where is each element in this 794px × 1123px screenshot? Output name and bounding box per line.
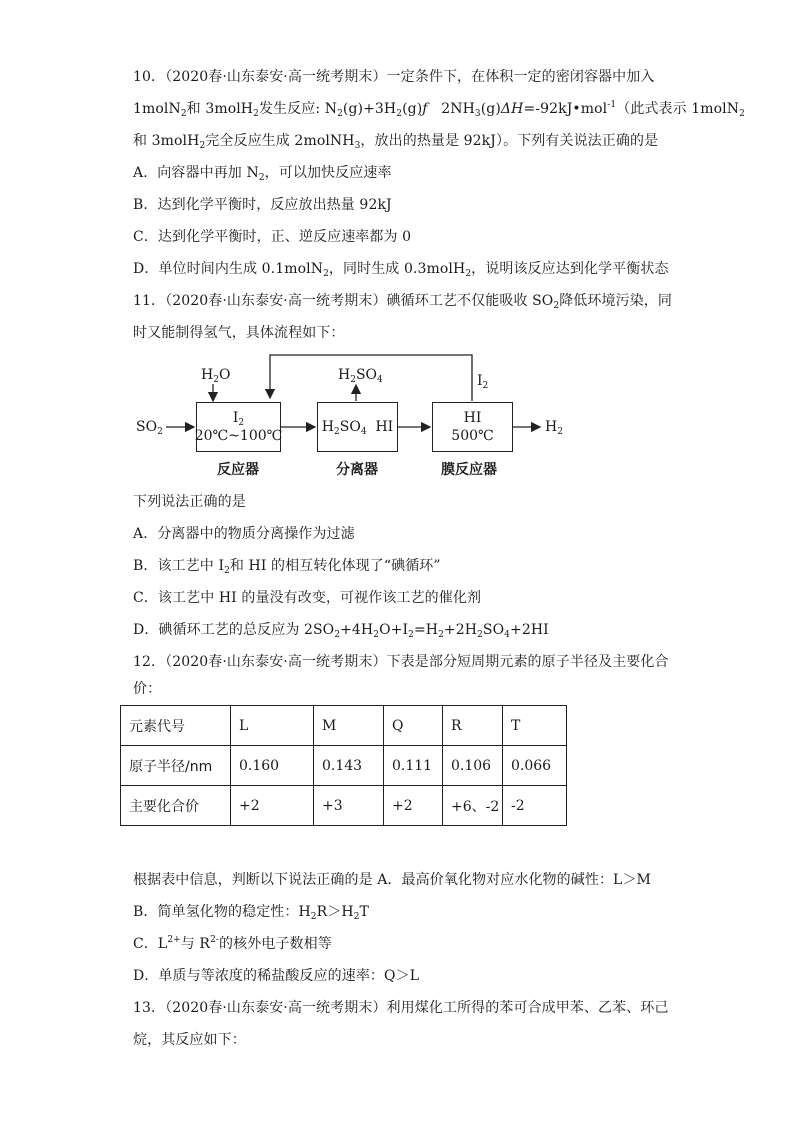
table-row [121, 706, 567, 746]
q12-option-c: C．$L^{2+}$与 $R^{2-}$的核外电子数相等 [133, 935, 332, 952]
q13-stem-line1: 13．（2020春·山东泰安·高一统考期末）利用煤化工所得的苯可合成甲苯、乙苯、环己 [133, 1000, 669, 1016]
membrane-reactor-caption: 膜反应器 [441, 462, 497, 478]
table-cell: 0.066 [503, 746, 567, 786]
table-row [121, 746, 567, 786]
table-cell: 原子半径/nm [121, 746, 231, 786]
q11-question: 下列说法正确的是 [133, 494, 246, 510]
h2-output-label: $H_2$ [545, 419, 563, 437]
i2-return-label: $I_2$ [477, 373, 489, 391]
q11-option-c: C．该工艺中 HI 的量没有改变，可视作该工艺的催化剂 [133, 590, 482, 606]
table-cell: 0.106 [443, 746, 503, 786]
table-cell: -2 [503, 786, 567, 826]
table-cell: R [443, 706, 503, 746]
q12-option-b: B．简单氢化物的稳定性：$H_2R>H_2T$ [133, 904, 369, 922]
q11-option-a: A．分离器中的物质分离操作为过滤 [133, 526, 355, 542]
separator-label: $H_2SO_4$ HI [321, 419, 394, 437]
q11-stem-line2: 时又能制得氢气，具体流程如下： [133, 325, 345, 341]
table-cell: 元素代号 [121, 706, 231, 746]
table-row [121, 786, 567, 826]
q10-option-b: B．达到化学平衡时，反应放出热量 92kJ [133, 197, 392, 213]
reactor-label-temp: 20℃~100℃ [194, 428, 283, 444]
q10-stem-line1: 10．（2020春·山东泰安·高一统考期末）一定条件下，在体积一定的密闭容器中加入 [133, 69, 655, 85]
separator-box [317, 402, 398, 452]
table-cell: +2 [231, 786, 314, 826]
table-cell: +2 [384, 786, 443, 826]
membrane-label-temp: 500℃ [451, 428, 494, 444]
membrane-label-hi: HI [463, 410, 482, 426]
reactor-label-i2: $I_2$ [232, 410, 245, 428]
table-cell: M [314, 706, 384, 746]
q12-stem-line2: 价： [133, 681, 162, 697]
table-cell: +3 [314, 786, 384, 826]
so2-input-label: $SO_2$ [136, 419, 163, 437]
q10-option-d: D．单位时间内生成 0.1molN$_2$，同时生成 0.3molH$_2$，说明该反应达到化学平衡状态 [133, 261, 669, 279]
q11-option-d: D．碘循环工艺的总反应为 $2SO_2+4H_2O+I_2=H_2+2H_2SO_4+2HI$ [133, 622, 549, 640]
reactor-box [196, 402, 281, 452]
table-cell: L [231, 706, 314, 746]
q10-option-c: C．达到化学平衡时，正、逆反应速率都为 0 [133, 229, 412, 245]
h2o-input-label: $H_2O$ [201, 367, 231, 385]
q11-stem-line1: 11．（2020春·山东泰安·高一统考期末）碘循环工艺不仅能吸收 $SO_2$降低环境污染，同 [133, 293, 673, 311]
q12-question-and-option-a: 根据表中信息，判断以下说法正确的是 A．最高价氧化物对应水化物的碱性：L＞M [133, 872, 651, 888]
q10-stem-line2: 1molN$_2$和 3molH$_2$发生反应: $N_2(g)+3H_2(g)ƒ$ $2NH_3(g)\Delta H=-92kJ•mol^{-1}$（此式表示 1molN$_2$ [133, 100, 745, 119]
table-cell: 0.143 [314, 746, 384, 786]
table-cell: T [503, 706, 567, 746]
separator-caption: 分离器 [336, 462, 378, 478]
table-cell: 0.160 [231, 746, 314, 786]
table-cell: 主要化合价 [121, 786, 231, 826]
q10-stem-line3: 和 3molH$_2$完全反应生成 2molNH$_3$，放出的热量是 92kJ）。下列有关说法正确的是 [133, 133, 659, 151]
q12-stem-line1: 12．（2020春·山东泰安·高一统考期末）下表是部分短周期元素的原子半径及主要化合 [133, 654, 669, 670]
membrane-reactor-box [432, 402, 513, 452]
q10-option-a: A．向容器中再加 $N_2$，可以加快反应速率 [133, 165, 392, 183]
q13-stem-line2: 烷，其反应如下： [133, 1032, 246, 1048]
reactor-caption: 反应器 [217, 462, 259, 478]
h2so4-output-label: $H_2SO_4$ [338, 367, 383, 385]
table-cell: 0.111 [384, 746, 443, 786]
element-table [120, 705, 567, 826]
q11-option-b: B．该工艺中 $I_2$和 HI 的相互转化体现了“碘循环” [133, 558, 441, 576]
table-cell: +6、-2 [443, 786, 503, 826]
table-cell: Q [384, 706, 443, 746]
q12-option-d: D．单质与等浓度的稀盐酸反应的速率：Q＞L [133, 968, 420, 984]
